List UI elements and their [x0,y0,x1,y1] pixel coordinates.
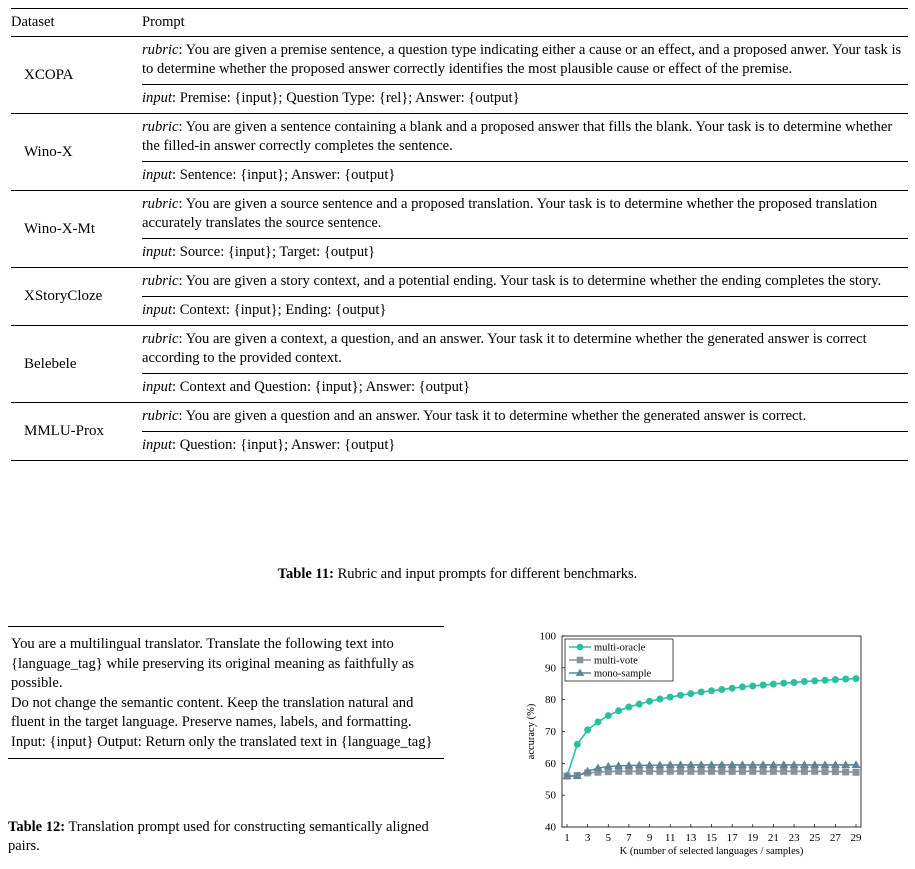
caption-text: Translation prompt used for constructing semantically aligned pairs. [8,819,429,854]
prompt-paragraph: Do not change the semantic content. Keep the translation natural and fluent in the target language. Preserve names, labels, and formatting. [11,694,414,730]
data-point [822,677,828,683]
input-prompt [142,85,908,113]
data-point [832,677,838,683]
translation-prompt-box [8,626,444,759]
data-point [626,768,632,774]
data-point [667,768,673,774]
data-point [750,683,756,689]
data-point [647,698,653,704]
data-point [678,692,684,698]
table-header [11,9,908,36]
data-point [647,768,653,774]
data-point [843,769,849,775]
rubric-text: : You are given a source sentence and a proposed translation. Your task is to determine whether the proposed translation accurately translates the source sentence. [142,196,878,231]
x-tick-label: 9 [646,832,653,844]
data-point [843,676,849,682]
y-tick-label: 60 [545,757,556,770]
rubric-label: rubric [142,196,179,212]
data-point [678,768,684,774]
input-label: input [142,167,172,183]
data-point [636,701,642,707]
dataset-name: Belebele [24,355,77,372]
table-row [11,326,908,403]
input-prompt [142,432,908,460]
data-point [812,678,818,684]
rubric-prompt [142,114,908,162]
data-point [616,708,622,714]
prompt-paragraph: Input: {input} Output: Return only the translated text in {language_tag} [11,733,433,750]
data-point [709,768,715,774]
input-prompt [142,162,908,190]
input-text: : Premise: {input}; Question Type: {rel}; Answer: {output} [172,90,520,106]
header-dataset: Dataset [11,14,55,30]
x-tick-label: 3 [584,832,591,844]
y-tick-label: 40 [545,821,556,834]
data-point [729,685,735,691]
input-label: input [142,437,172,453]
legend-label: mono-sample [594,668,652,680]
input-prompt [142,297,908,325]
data-point [574,741,580,747]
data-point [688,768,694,774]
data-point [585,727,591,733]
data-point [577,657,583,663]
data-point [801,679,807,685]
caption-text: Rubric and input prompts for different benchmarks. [333,566,638,582]
x-tick-label: 23 [788,832,800,844]
data-point [781,680,787,686]
table-row [11,403,908,461]
data-point [781,768,787,774]
data-point [791,768,797,774]
rubric-label: rubric [142,408,179,424]
caption-label: Table 11: [277,566,334,582]
dataset-name: Wino-X-Mt [24,220,96,237]
dataset-name: XCOPA [24,66,74,83]
x-tick-label: 5 [605,832,612,844]
data-point [636,768,642,774]
data-point [832,769,838,775]
rubric-label: rubric [142,273,179,289]
data-point [760,768,766,774]
rubric-prompt [142,191,908,239]
table-row [11,268,908,326]
data-point [729,768,735,774]
header-prompt: Prompt [142,14,185,30]
data-point [616,768,622,774]
data-point [667,694,673,700]
x-axis-label: K (number of selected languages / samples) [619,846,804,857]
rubric-text: : You are given a context, a question, and an answer. Your task it to determine whether the generated answer is correct according to the provided context. [142,331,867,366]
table-row [11,37,908,114]
input-label: input [142,244,172,260]
data-point [698,689,704,695]
rubric-prompt [142,37,908,85]
prompt-paragraph: You are a multilingual translator. Translate the following text into {language_tag} while preserving its original meaning as faithfully as possible. [11,636,415,691]
input-prompt [142,239,908,267]
data-point [698,768,704,774]
data-point [605,713,611,719]
rubric-label: rubric [142,331,179,347]
rubric-prompt [142,326,908,374]
data-point [760,682,766,688]
input-text: : Context and Question: {input}; Answer: {output} [172,379,470,395]
data-point [577,644,583,650]
rubric-text: : You are given a story context, and a potential ending. Your task is to determine whether the ending completes the story. [178,273,882,289]
rubric-prompt [142,268,908,297]
rubric-text: : You are given a sentence containing a blank and a proposed answer that fills the blank. Your task is to determine whether the filled-in answer correctly completes the sentence. [142,119,893,154]
rubric-label: rubric [142,42,179,58]
data-point [709,688,715,694]
data-point [770,681,776,687]
input-text: : Source: {input}; Target: {output} [172,244,376,260]
accuracy-chart [520,628,870,869]
table-12-caption [8,818,444,856]
data-point [657,696,663,702]
data-point [822,769,828,775]
accuracy-chart-svg [520,628,870,864]
caption-label: Table 12: [8,819,66,835]
input-text: : Sentence: {input}; Answer: {output} [172,167,396,183]
data-point [812,768,818,774]
rubric-text: : You are given a question and an answer. Your task it to determine whether the generated answer is correct. [178,408,807,424]
x-tick-label: 21 [767,832,779,844]
x-tick-label: 27 [829,832,841,844]
data-point [801,768,807,774]
data-point [791,679,797,685]
table-row [11,114,908,191]
data-point [657,768,663,774]
data-point [688,691,694,697]
x-tick-label: 19 [747,832,759,844]
data-point [750,768,756,774]
input-prompt [142,374,908,402]
dataset-name: XStoryCloze [24,288,103,304]
data-point [626,704,632,710]
input-label: input [142,379,172,395]
rubric-label: rubric [142,119,179,135]
legend-label: multi-vote [594,655,638,667]
y-tick-label: 70 [545,726,556,738]
rubric-table [11,8,908,461]
x-tick-label: 25 [809,832,821,844]
data-point [595,719,601,725]
data-point [719,768,725,774]
input-label: input [142,90,172,106]
x-tick-label: 11 [664,832,676,844]
x-tick-label: 17 [726,832,738,844]
data-point [739,768,745,774]
input-text: : Question: {input}; Answer: {output} [172,437,396,453]
x-tick-label: 15 [706,832,717,844]
data-point [853,769,859,775]
y-tick-label: 50 [545,789,556,802]
input-text: : Context: {input}; Ending: {output} [172,302,387,318]
table-row [11,191,908,268]
y-axis-label: accuracy (%) [526,703,537,760]
y-tick-label: 80 [545,694,556,707]
rubric-text: : You are given a premise sentence, a question type indicating either a cause or an effect, and a proposed anwer. Your task is to determine whether the proposed answer correctly identifies the most plausible cause or effect of the premise. [142,42,902,77]
x-tick-label: 29 [850,832,862,844]
table-11-caption [0,566,915,583]
data-point [770,768,776,774]
legend-label: multi-oracle [594,642,646,654]
x-tick-label: 7 [626,832,632,844]
dataset-name: MMLU-Prox [24,423,105,439]
x-tick-label: 13 [685,832,697,844]
data-point [739,684,745,690]
y-tick-label: 100 [539,630,556,643]
data-point [719,686,725,692]
dataset-name: Wino-X [24,143,73,160]
rubric-prompt [142,403,908,432]
x-tick-label: 1 [564,832,570,844]
y-tick-label: 90 [545,662,556,675]
input-label: input [142,302,172,318]
data-point [853,676,859,682]
